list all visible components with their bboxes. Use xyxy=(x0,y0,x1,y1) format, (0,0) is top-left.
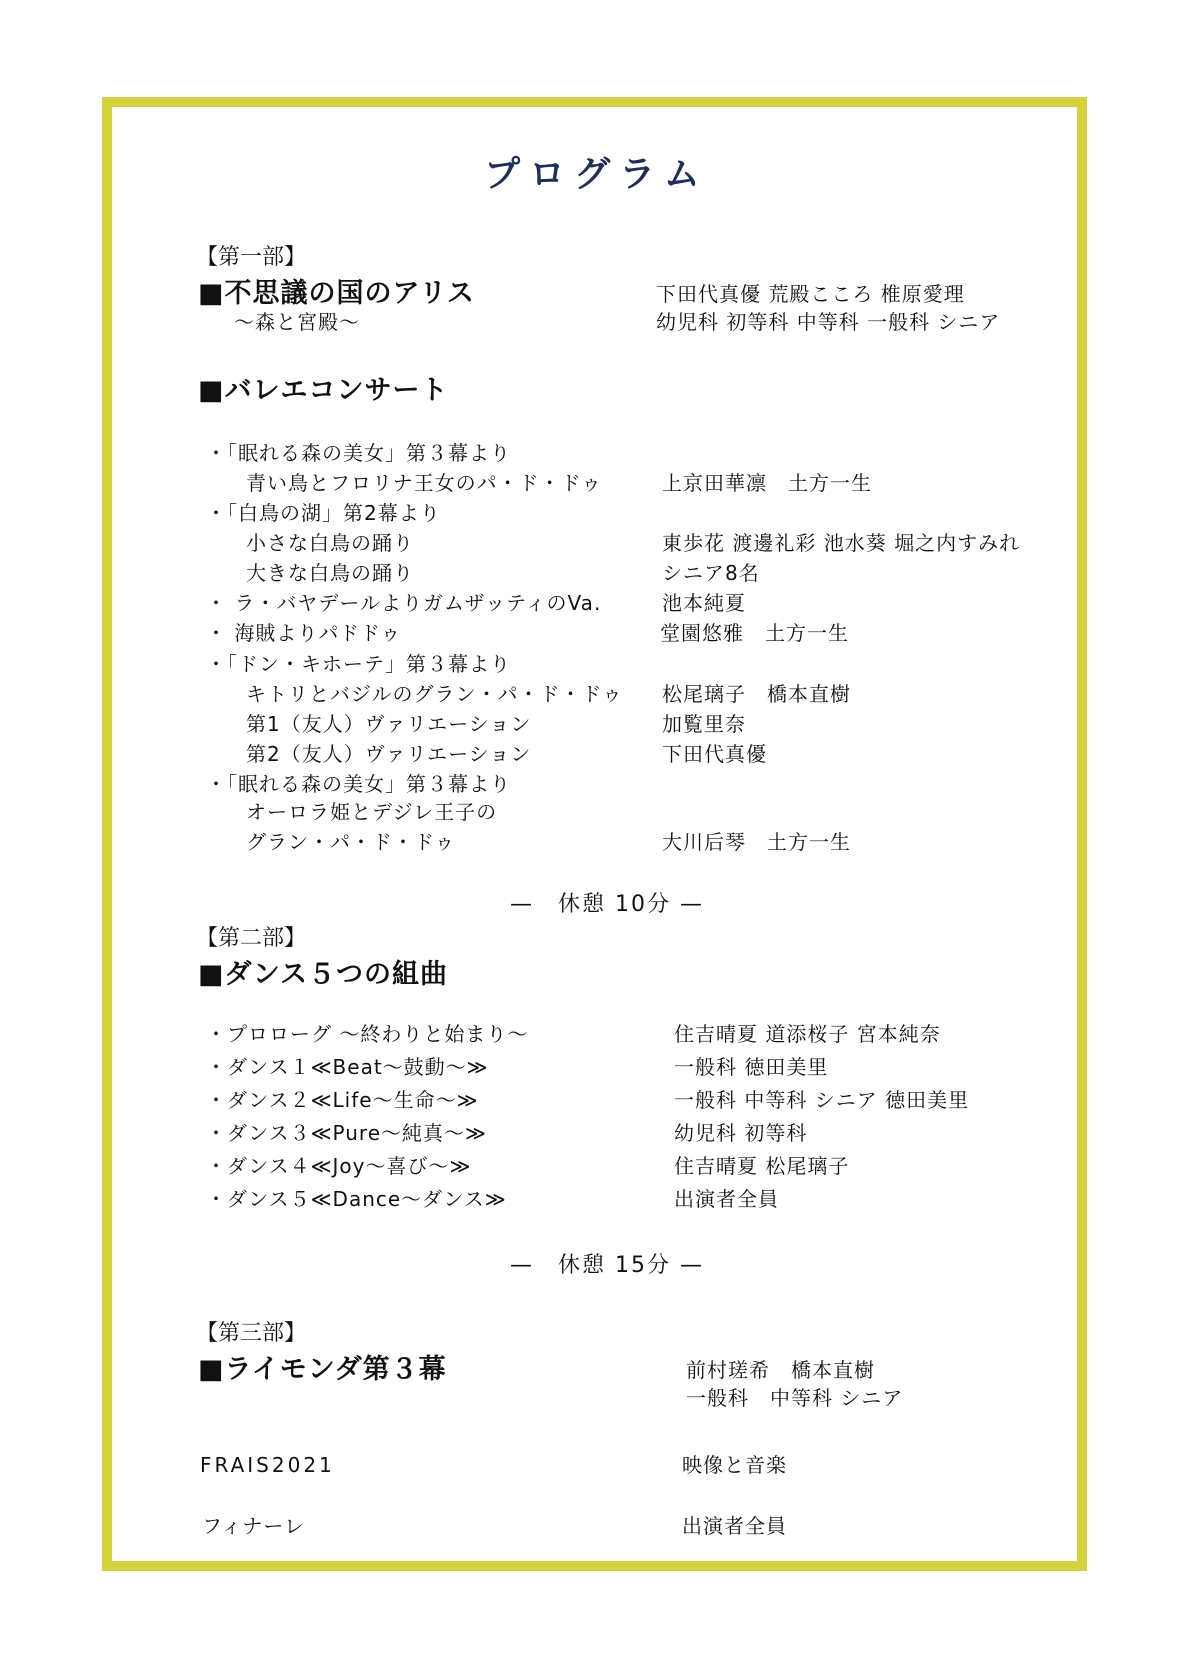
part2-label: 【第二部】 xyxy=(196,926,307,951)
concert-row-left: ・「白鳥の湖」第2幕より xyxy=(206,501,441,525)
part1-title: ■不思議の国のアリス xyxy=(198,278,475,309)
concert-row-left: ・「眠れる森の美女」第３幕より xyxy=(206,441,511,465)
concert-row-cast: 大川后琴 土方一生 xyxy=(662,830,851,854)
part2-title: ■ダンス５つの組曲 xyxy=(198,959,448,990)
dance-row-cast: 幼児科 初等科 xyxy=(674,1121,808,1145)
concert-row-left: オーロラ姫とデジレ王子の xyxy=(246,800,498,824)
concert-row-left: 大きな白鳥の踊り xyxy=(246,561,414,585)
dance-row-left: ・ダンス３≪Pure～純真～≫ xyxy=(206,1121,487,1145)
part3-cast-line2: 一般科 中等科 シニア xyxy=(686,1386,904,1410)
intermission-2: — 休憩 15分 — xyxy=(510,1253,704,1278)
part1-cast-line1: 下田代真優 荒殿こころ 椎原愛理 xyxy=(656,282,965,306)
frais-label: FRAIS2021 xyxy=(200,1453,335,1477)
part3-cast-line1: 前村瑳希 橋本直樹 xyxy=(686,1358,875,1382)
concert-row-cast: 堂園悠雅 土方一生 xyxy=(660,621,849,645)
intermission-1: — 休憩 10分 — xyxy=(510,892,704,917)
concert-row-cast: 加覧里奈 xyxy=(662,712,746,736)
concert-row-left: ・ 海賊よりパドドゥ xyxy=(206,621,402,645)
dance-row-cast: 出演者全員 xyxy=(674,1187,779,1211)
concert-title: ■バレエコンサート xyxy=(198,375,449,406)
dance-row-cast: 住吉晴夏 松尾璃子 xyxy=(674,1154,850,1178)
finale-label: フィナーレ xyxy=(202,1514,305,1538)
concert-row-left: ・「眠れる森の美女」第３幕より xyxy=(206,772,511,796)
concert-row-cast: 松尾璃子 橋本直樹 xyxy=(662,682,851,706)
concert-row-left: 小さな白鳥の踊り xyxy=(246,531,414,555)
concert-row-cast: シニア8名 xyxy=(662,561,760,585)
dance-row-left: ・プロローグ ～終わりと始まり～ xyxy=(206,1022,529,1046)
concert-row-left: ・「ドン・キホーテ」第３幕より xyxy=(206,652,511,676)
concert-row-cast: 池本純夏 xyxy=(662,591,746,615)
dance-row-cast: 一般科 徳田美里 xyxy=(674,1055,829,1079)
part1-cast-line2: 幼児科 初等科 中等科 一般科 シニア xyxy=(656,310,1001,334)
concert-row-cast: 東歩花 渡邊礼彩 池水葵 堀之内すみれ xyxy=(662,531,1021,555)
part1-label: 【第一部】 xyxy=(196,245,307,270)
dance-row-left: ・ダンス４≪Joy～喜び～≫ xyxy=(206,1154,472,1178)
concert-row-cast: 下田代真優 xyxy=(662,742,767,766)
part3-title: ■ライモンダ第３幕 xyxy=(198,1354,447,1385)
dance-row-left: ・ダンス１≪Beat～鼓動～≫ xyxy=(206,1055,489,1079)
concert-row-left: 第2（友人）ヴァリエーション xyxy=(246,742,532,766)
concert-row-cast: 上京田華凛 土方一生 xyxy=(662,471,872,495)
frais-cast: 映像と音楽 xyxy=(682,1453,787,1477)
concert-row-left: キトリとバジルのグラン・パ・ド・ドゥ xyxy=(246,682,623,706)
dance-row-left: ・ダンス２≪Life～生命～≫ xyxy=(206,1088,479,1112)
concert-row-left: グラン・パ・ド・ドゥ xyxy=(246,830,456,854)
page-title: プログラム xyxy=(484,154,709,195)
dance-row-cast: 住吉晴夏 道添桜子 宮本純奈 xyxy=(674,1022,941,1046)
part1-subtitle: ～森と宮殿～ xyxy=(234,310,360,334)
concert-row-left: ・ ラ・バヤデールよりガムザッティのVa. xyxy=(206,591,602,615)
dance-row-cast: 一般科 中等科 シニア 徳田美里 xyxy=(674,1088,970,1112)
finale-cast: 出演者全員 xyxy=(682,1514,787,1538)
concert-row-left: 青い鳥とフロリナ王女のパ・ド・ドゥ xyxy=(246,471,603,495)
concert-row-left: 第1（友人）ヴァリエーション xyxy=(246,712,532,736)
part3-label: 【第三部】 xyxy=(196,1321,307,1346)
dance-row-left: ・ダンス５≪Dance～ダンス≫ xyxy=(206,1187,507,1211)
